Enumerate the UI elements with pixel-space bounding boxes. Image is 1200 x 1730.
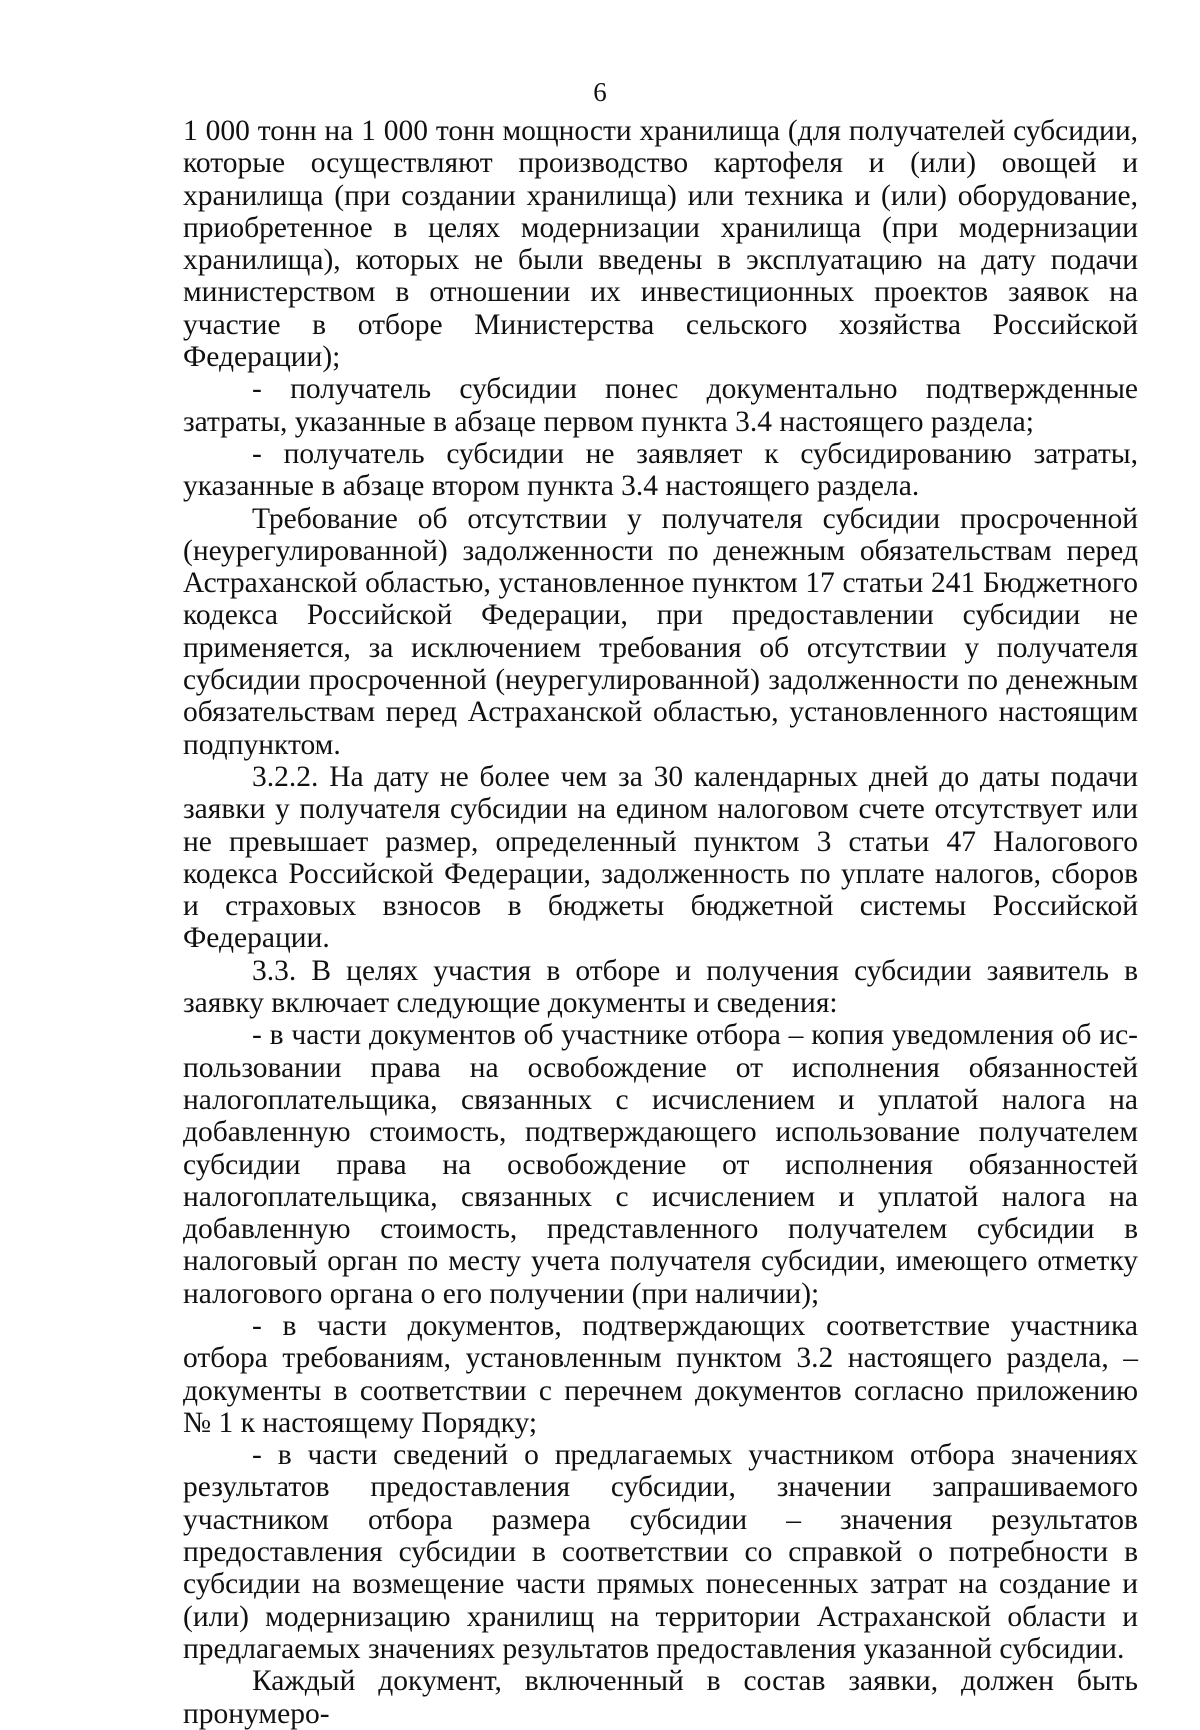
paragraph-3-3: 3.3. В целях участия в отборе и получения субсидии заявитель в заявку включает следующие документы и сведения: <box>183 954 1138 1020</box>
paragraph-costs-incurred: - получатель субсидии понес документально подтвержденные затраты, указанные в абзаце первом пункта 3.4 настоящего раздела; <box>183 373 1138 438</box>
paragraph-3-2-2: 3.2.2. На дату не более чем за 30 календарных дней до даты подачи заявки у получателя субсидии на едином налоговом счете отсутствует или не превышает размер, определенный пунктом 3 статьи 47 Налогового кодекса Российской Федерации, задолженность по уплате налогов, сборов и страховых взносов в бюджеты бюджетной системы Российской Федерации. <box>183 760 1138 955</box>
paragraph-costs-not-claimed: - получатель субсидии не заявляет к субсидированию затраты, указанные в абзаце втором пункта 3.4 настоящего раздела. <box>183 437 1138 503</box>
paragraph-debt-requirement: Требование об отсутствии у получателя субсидии просроченной (неурегулированной) задолженности по денежным обязательствам перед Астраханской областью, установленное пунктом 17 статьи 241 Бюджетного кодекса Российской Федерации, при предоставлении субсидии не применяется, за исключением требования об отсутствии у получателя субсидии просроченной (неурегулированной) задолженности по денежным обязательствам перед Астраханской областью, установленного настоящим подпунктом. <box>183 502 1138 761</box>
document-body <box>183 115 1138 1730</box>
paragraph-document-numbering: Каждый документ, включенный в состав заявки, должен быть пронумеро- <box>183 1665 1138 1730</box>
paragraph-storage-capacity: 1 000 тонн на 1 000 тонн мощности хранилища (для получателей субсидии, которые осуществляют производство картофеля и (или) овощей и хранилища (при создании хранилища) или техника и (или) оборудование, приобретенное в целях модернизации хранилища (при модернизации хранилища), которых не были введены в эксплуатацию на дату подачи министерством в отношении их инвестиционных проектов заявок на участие в отборе Министерства сельского хозяйства Российской Федерации); <box>183 115 1138 374</box>
paragraph-compliance-documents: - в части документов, подтверждающих соответствие участника отбора требованиям, установленным пунктом 3.2 настоящего раздела, – документы в соответствии с перечнем документов согласно приложению № 1 к настоящему Порядку; <box>183 1309 1138 1439</box>
paragraph-participant-documents: - в части документов об участнике отбора – копия уведомления об использовании права на освобождение от исполнения обязанностей налогоплательщика, связанных с исчислением и уплатой налога на добавленную стоимость, подтверждающего использование получателем субсидии права на освобождение от исполнения обязанностей налогоплательщика, связанных с исчислением и уплатой налога на добавленную стоимость, представленного получателем субсидии в налоговый орган по месту учета получателя субсидии, имеющего отметку налогового органа о его получении (при наличии); <box>183 1019 1138 1310</box>
page-number: 6 <box>593 77 607 107</box>
paragraph-results-information: - в части сведений о предлагаемых участником отбора значениях результатов предоставления субсидии, значении запрашиваемого участником отбора размера субсидии – значения результатов предоставления субсидии в соответствии со справкой о потребности в субсидии на возмещение части прямых понесенных затрат на создание и (или) модернизацию хранилищ на территории Астраханской области и предлагаемых значениях результатов предоставления указанной субсидии. <box>183 1439 1138 1665</box>
